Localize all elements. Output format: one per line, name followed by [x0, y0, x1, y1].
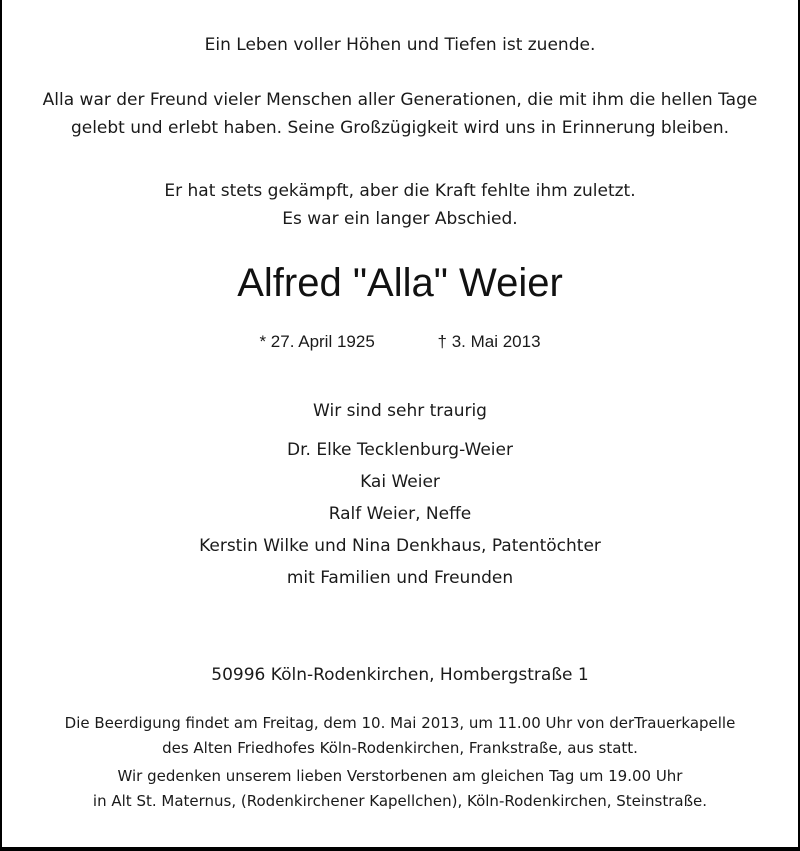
intro-paragraph-line: Alla war der Freund vieler Menschen aller Generationen, die mit ihm die hellen Tage — [42, 90, 758, 110]
memorial-info-line: Wir gedenken unserem lieben Verstorbenen am gleichen Tag um 19.00 Uhr — [117, 767, 683, 785]
intro-paragraph-line: Es war ein langer Abschied. — [282, 209, 518, 229]
mourner-name: Dr. Elke Tecklenburg-Weier — [287, 440, 513, 460]
deceased-name: Alfred "Alla" Weier — [237, 261, 563, 305]
birth-date: * 27. April 1925 — [259, 332, 375, 351]
funeral-info-line: Die Beerdigung findet am Freitag, dem 10. Mai 2013, um 11.00 Uhr von derTrauerkapelle — [64, 714, 736, 732]
intro-paragraph-line: Er hat stets gekämpft, aber die Kraft fehlte ihm zuletzt. — [164, 181, 636, 201]
death-date: † 3. Mai 2013 — [437, 332, 541, 351]
mourners-heading: Wir sind sehr traurig — [313, 401, 487, 421]
memorial-info-line: in Alt St. Maternus, (Rodenkirchener Kapellchen), Köln-Rodenkirchen, Steinstraße. — [92, 792, 708, 810]
intro-line: Ein Leben voller Höhen und Tiefen ist zuende. — [204, 35, 596, 55]
life-dates — [2, 331, 798, 353]
intro-paragraph-line: gelebt und erlebt haben. Seine Großzügigkeit wird uns in Erinnerung bleiben. — [70, 118, 730, 138]
mourner-name: mit Familien und Freunden — [286, 568, 514, 588]
mourner-name: Kai Weier — [360, 472, 440, 492]
family-address: 50996 Köln-Rodenkirchen, Hombergstraße 1 — [211, 665, 589, 685]
mourner-name: Ralf Weier, Neffe — [328, 504, 472, 524]
funeral-info-line: des Alten Friedhofes Köln-Rodenkirchen, Frankstraße, aus statt. — [162, 739, 638, 757]
mourner-name: Kerstin Wilke und Nina Denkhaus, Patentöchter — [199, 536, 601, 556]
